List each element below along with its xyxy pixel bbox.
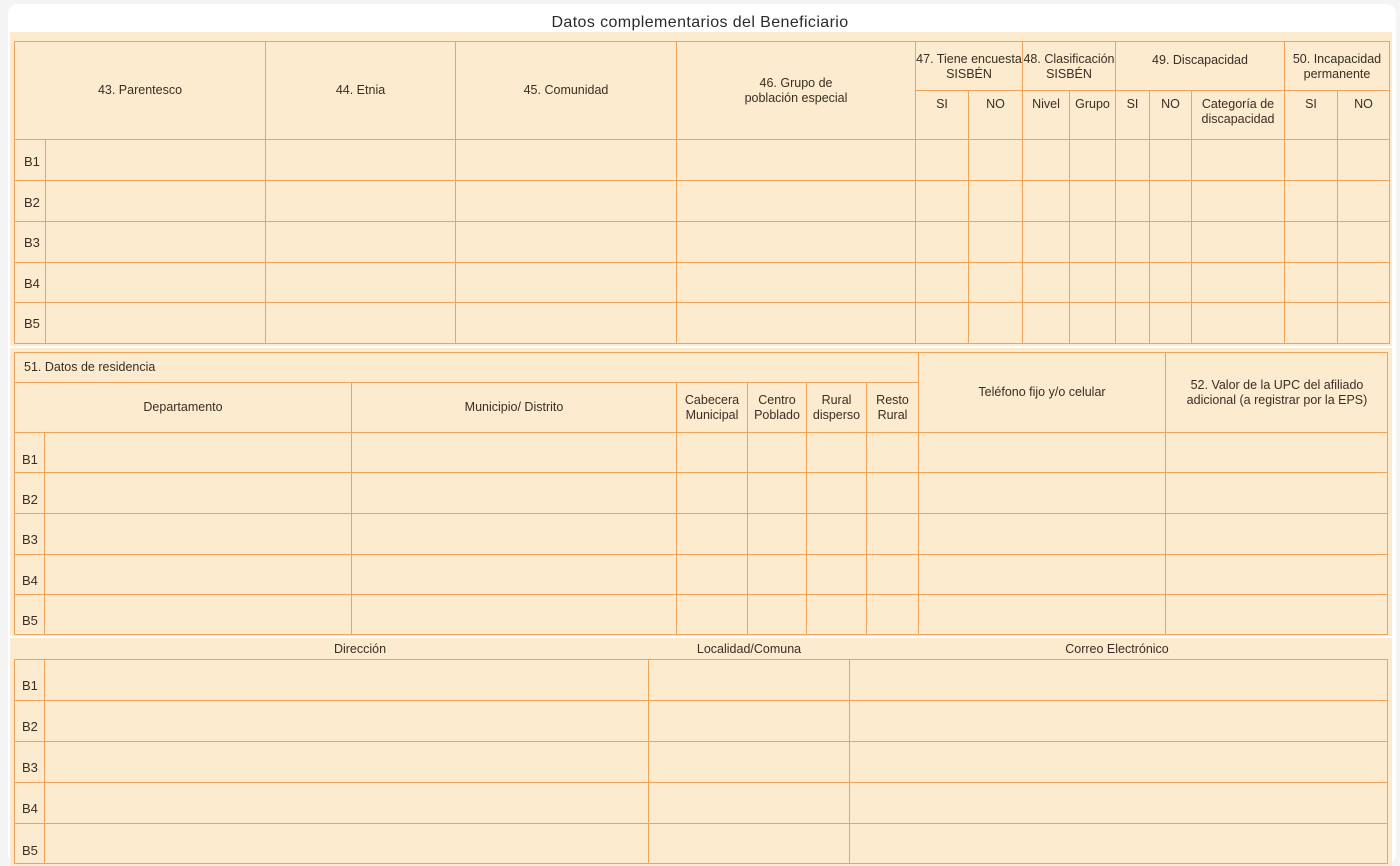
s3-row-label-b3: B3 <box>22 760 38 775</box>
s1-row-label-b2: B2 <box>24 195 40 210</box>
s3-row-label-b2: B2 <box>22 719 38 734</box>
header-etnia: 44. Etnia <box>335 83 386 97</box>
header-centro-poblado: Centro Poblado <box>754 392 800 422</box>
s3-row-label-b5: B5 <box>22 843 38 858</box>
subheader-categoria: Categoría de discapacidad <box>1201 97 1275 126</box>
header-clasificacion-sisben: 48. Clasificación SISBÉN <box>1023 52 1115 81</box>
s3-row-label-b1: B1 <box>22 678 38 693</box>
header-correo: Correo Electrónico <box>1065 641 1169 656</box>
s2-row-label-b3: B3 <box>22 532 38 547</box>
header-telefono: Teléfono fijo y/o celular <box>978 385 1106 399</box>
subheader-discapacidad-si: SI <box>1126 96 1139 111</box>
s1-row-label-b4: B4 <box>24 276 40 291</box>
s1-row-label-b3: B3 <box>24 235 40 250</box>
subheader-incapacidad-no: NO <box>1354 96 1373 111</box>
header-grupo-poblacion: 46. Grupo de población especial <box>744 75 848 105</box>
header-comunidad: 45. Comunidad <box>523 83 609 97</box>
header-rural-disperso: Rural disperso <box>812 392 861 422</box>
form-title: Datos complementarios del Beneficiario <box>551 14 849 31</box>
header-departamento: Departamento <box>143 400 223 414</box>
subheader-incapacidad-si: SI <box>1305 96 1317 111</box>
s1-row-label-b5: B5 <box>24 316 40 331</box>
header-valor-upc: 52. Valor de la UPC del afiliado adicional (a registrar por la EPS) <box>1186 377 1368 407</box>
header-encuesta-sisben: 47. Tiene encuesta SISBÉN <box>916 52 1022 81</box>
subheader-sisben-si: SI <box>936 96 948 111</box>
subheader-nivel: Nivel <box>1032 96 1060 111</box>
header-discapacidad: 49. Discapacidad <box>1152 52 1248 67</box>
s2-row-label-b5: B5 <box>22 613 38 628</box>
s1-row-label-b1: B1 <box>24 154 40 169</box>
header-incapacidad: 50. Incapacidad permanente <box>1292 52 1382 81</box>
s2-row-label-b1: B1 <box>22 452 38 467</box>
header-localidad: Localidad/Comuna <box>696 641 802 656</box>
header-resto-rural: Resto Rural <box>876 392 909 422</box>
residencia-heading: 51. Datos de residencia <box>24 360 156 374</box>
header-municipio: Municipio/ Distrito <box>464 400 564 414</box>
s2-row-label-b2: B2 <box>22 492 38 507</box>
subheader-grupo: Grupo <box>1075 96 1110 111</box>
subheader-discapacidad-no: NO <box>1161 96 1180 111</box>
header-parentesco: 43. Parentesco <box>97 83 183 97</box>
subheader-sisben-no: NO <box>986 96 1005 111</box>
s3-row-label-b4: B4 <box>22 801 38 816</box>
header-cabecera: Cabecera Municipal <box>684 392 740 422</box>
s2-row-label-b4: B4 <box>22 573 38 588</box>
section3-panel <box>10 638 1392 866</box>
header-direccion: Dirección <box>333 641 387 656</box>
